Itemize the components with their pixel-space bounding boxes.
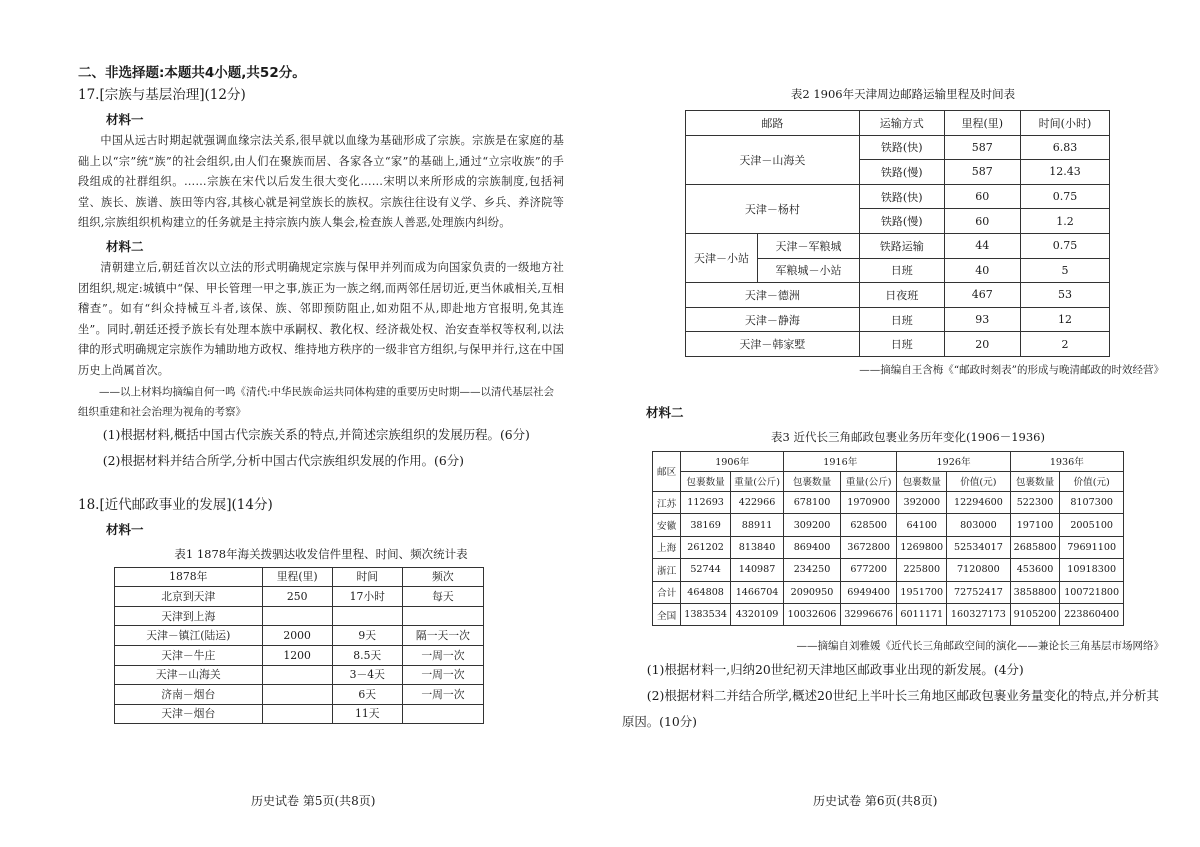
table-cell: 0.75 [1020, 233, 1109, 258]
table-cell: 6.83 [1020, 135, 1109, 160]
table-cell: 全国 [653, 603, 681, 625]
table-cell: 天津－军粮城 [758, 233, 860, 258]
table-cell: 天津－烟台 [115, 704, 263, 724]
table-cell: 铁路运输 [859, 233, 944, 258]
table-header-cell: 邮区 [653, 451, 681, 491]
table-cell: 一周一次 [402, 645, 483, 665]
table-cell: 6949400 [840, 581, 897, 603]
table-header-cell: 包裹数量 [681, 471, 731, 491]
table-row [115, 626, 484, 646]
table-row [653, 536, 1124, 558]
table-cell: 10032606 [784, 603, 841, 625]
table-1-caption: 表1 1878年海关拨驷达收发信件里程、时间、频次统计表 [174, 546, 468, 561]
table-cell: 160327173 [947, 603, 1011, 625]
table-cell: 197100 [1010, 514, 1060, 536]
table-cell: 678100 [784, 491, 841, 513]
table-cell: 223860400 [1060, 603, 1124, 625]
material-source: ——以上材料均摘编自何一鸣《清代:中华民族命运共同体构建的重要历史时期——以清代基层社会组织重建和社会治理为视角的考察》 [78, 385, 555, 418]
table-cell [262, 665, 332, 685]
table-2-source: ——摘编自王含梅《“邮政时刻表”的形成与晚清邮政的时效经营》 [859, 363, 1164, 376]
question-17-1: (1)根据材料,概括中国古代宗族关系的特点,并简述宗族组织的发展历程。(6分) [102, 426, 530, 442]
table-cell: 8.5天 [332, 645, 402, 665]
table-cell: 安徽 [653, 514, 681, 536]
table-cell: 合计 [653, 581, 681, 603]
table-header-cell: 包裹数量 [1010, 471, 1060, 491]
table-cell: 上海 [653, 536, 681, 558]
table-cell: 4320109 [730, 603, 783, 625]
table-cell: 52744 [681, 559, 731, 581]
table-cell: 1200 [262, 645, 332, 665]
table-3 [652, 451, 1124, 626]
table-cell [262, 685, 332, 705]
table-cell [262, 606, 332, 626]
table-cell: 309200 [784, 514, 841, 536]
table-cell: 392000 [897, 491, 947, 513]
table-cell [262, 704, 332, 724]
table-header-cell: 1916年 [784, 451, 897, 471]
table-cell: 天津－韩家墅 [686, 332, 860, 357]
question-18-title: 18.[近代邮政事业的发展](14分) [78, 496, 273, 513]
table-cell: 112693 [681, 491, 731, 513]
table-cell: 江苏 [653, 491, 681, 513]
table-cell: 60 [944, 209, 1020, 234]
table-cell: 日班 [859, 258, 944, 283]
table-cell: 一周一次 [402, 665, 483, 685]
table-cell: 72752417 [947, 581, 1011, 603]
table-row [115, 606, 484, 626]
table-cell: 1466704 [730, 581, 783, 603]
table-cell: 天津－山海关 [686, 135, 860, 184]
table-cell: 93 [944, 307, 1020, 332]
table-cell: 60 [944, 184, 1020, 209]
table-row [686, 135, 1110, 160]
table-cell: 天津到上海 [115, 606, 263, 626]
table-header-cell: 1878年 [115, 567, 263, 587]
material-1-label: 材料一 [106, 112, 144, 127]
table-cell: 587 [944, 160, 1020, 185]
table-cell: 32996676 [840, 603, 897, 625]
table-header-row [653, 451, 1124, 471]
table-cell: 1383534 [681, 603, 731, 625]
table-cell: 铁路(快) [859, 135, 944, 160]
table-cell: 天津－镇江(陆运) [115, 626, 263, 646]
table-cell: 52534017 [947, 536, 1011, 558]
table-header-cell: 价值(元) [947, 471, 1011, 491]
table-row [115, 587, 484, 607]
table-row [115, 685, 484, 705]
table-cell: 40 [944, 258, 1020, 283]
table-cell: 9105200 [1010, 603, 1060, 625]
table-cell: 1951700 [897, 581, 947, 603]
table-cell: 17小时 [332, 587, 402, 607]
table-row [686, 283, 1110, 308]
table-cell: 日班 [859, 307, 944, 332]
table-header-cell: 包裹数量 [784, 471, 841, 491]
question-17-title: 17.[宗族与基层治理](12分) [78, 87, 246, 103]
table-cell: 北京到天津 [115, 587, 263, 607]
table-header-cell: 频次 [402, 567, 483, 587]
table-header-cell: 里程(里) [262, 567, 332, 587]
table-cell: 587 [944, 135, 1020, 160]
table-cell: 140987 [730, 559, 783, 581]
table-cell [402, 704, 483, 724]
material-1-text: 中国从远古时期起就强调血缘宗法关系,很早就以血缘为基础形成了宗族。宗族是在家庭的基础上以“宗”统“族”的社会组织,由人们在聚族而居、各家各立“家”的基础上,通过“立宗收族”的手段组成的社群组织。……宗族在宋代以后发生很大变化……宋明以来所形成的宗族制度,包括祠堂、族长、族谱、族田等内容,其核心就是祠堂族长的族权。宗族往往设有义学、乡兵、养济院等组织,宗族组织机构建立的任务就是主持宗族内族人集会,检查族人善恶,处理族内纠纷。 [78, 134, 564, 230]
table-cell: 9天 [332, 626, 402, 646]
question-18-2: (2)根据材料二并结合所学,概述20世纪上半叶长三角地区邮政包裹业务量变化的特点,并分析其原因。(10分) [622, 688, 1159, 730]
table-cell: 3－4天 [332, 665, 402, 685]
table-row [115, 665, 484, 685]
table-2 [685, 110, 1110, 357]
table-cell: 2685800 [1010, 536, 1060, 558]
table-cell: 250 [262, 587, 332, 607]
table-header-cell: 时间 [332, 567, 402, 587]
table-row [653, 603, 1124, 625]
table-row [115, 645, 484, 665]
table-cell: 7120800 [947, 559, 1011, 581]
table-cell: 3858800 [1010, 581, 1060, 603]
table-cell: 44 [944, 233, 1020, 258]
table-header-cell: 重量(公斤) [840, 471, 897, 491]
table-cell: 64100 [897, 514, 947, 536]
right-page [600, 0, 1200, 847]
table-cell: 济南－烟台 [115, 685, 263, 705]
table-cell: 天津－德洲 [686, 283, 860, 308]
table-cell: 2005100 [1060, 514, 1124, 536]
table-cell: 10918300 [1060, 559, 1124, 581]
table-header-cell: 运输方式 [859, 111, 944, 136]
material-2-label: 材料二 [106, 238, 144, 254]
material-2-text: 清朝建立后,朝廷首次以立法的形式明确规定宗族与保甲并列而成为向国家负责的一级地方社团组织,规定:城镇中“保、甲长管理一甲之事,族正为一族之纲,而两邻任居切近,更当休戚相关,互相稽查”。如有“纠众持械互斗者,该保、族、邻即预防阻止,如劝阻不从,即赴地方官报明,免其连坐”。同时,朝廷还授予族长有处理本族中承嗣权、教化权、经济裁处权、治安查举权等权利,以法律的形式明确规定宗族作为辅助地方政权、维持地方秩序的一级非官方组织,与保甲并行,这在中国历史上尚属首次。 [78, 260, 564, 377]
table-header-cell: 1936年 [1010, 451, 1123, 471]
table-cell: 0.75 [1020, 184, 1109, 209]
table-3-body [653, 491, 1124, 625]
table-cell: 869400 [784, 536, 841, 558]
table-cell: 677200 [840, 559, 897, 581]
table-row [653, 491, 1124, 513]
table-cell: 6011171 [897, 603, 947, 625]
table-cell: 628500 [840, 514, 897, 536]
question-18-1: (1)根据材料一,归纳20世纪初天津地区邮政事业出现的新发展。(4分) [646, 662, 1024, 678]
table-cell: 天津－杨村 [686, 184, 860, 233]
table-cell: 天津－静海 [686, 307, 860, 332]
table-header-row [115, 567, 484, 587]
table-header-cell: 重量(公斤) [730, 471, 783, 491]
table-cell: 8107300 [1060, 491, 1124, 513]
table-row [686, 307, 1110, 332]
table-cell: 一周一次 [402, 685, 483, 705]
table-row [653, 514, 1124, 536]
table-cell: 261202 [681, 536, 731, 558]
table-header-cell: 里程(里) [944, 111, 1020, 136]
table-cell: 1269800 [897, 536, 947, 558]
table-row [686, 184, 1110, 209]
table-cell: 2 [1020, 332, 1109, 357]
q18-material-1-label: 材料一 [106, 521, 144, 537]
table-cell: 88911 [730, 514, 783, 536]
table-cell: 225800 [897, 559, 947, 581]
table-cell: 38169 [681, 514, 731, 536]
table-cell: 1.2 [1020, 209, 1109, 234]
table-header-cell: 1906年 [681, 451, 784, 471]
table-cell: 803000 [947, 514, 1011, 536]
table-cell: 12.43 [1020, 160, 1109, 185]
table-2-caption: 表2 1906年天津周边邮路运输里程及时间表 [790, 87, 1016, 101]
table-cell: 79691100 [1060, 536, 1124, 558]
table-cell: 铁路(慢) [859, 160, 944, 185]
table-cell: 453600 [1010, 559, 1060, 581]
table-cell: 2090950 [784, 581, 841, 603]
table-cell: 5 [1020, 258, 1109, 283]
table-header-cell: 时间(小时) [1020, 111, 1109, 136]
table-cell: 467 [944, 283, 1020, 308]
table-row [653, 559, 1124, 581]
table-header-cell: 包裹数量 [897, 471, 947, 491]
table-cell: 813840 [730, 536, 783, 558]
table-1 [114, 567, 484, 725]
question-17-2: (2)根据材料并结合所学,分析中国古代宗族组织发展的作用。(6分) [102, 452, 464, 468]
page-footer-right: 历史试卷 第6页(共8页) [813, 794, 938, 808]
table-cell: 天津－小站 [686, 233, 758, 282]
table-cell: 6天 [332, 685, 402, 705]
table-cell: 234250 [784, 559, 841, 581]
table-header-row [686, 111, 1110, 136]
table-cell: 464808 [681, 581, 731, 603]
table-cell [402, 606, 483, 626]
table-cell: 53 [1020, 283, 1109, 308]
table-cell: 铁路(慢) [859, 209, 944, 234]
table-cell: 100721800 [1060, 581, 1124, 603]
table-row [686, 332, 1110, 357]
page-footer-left: 历史试卷 第5页(共8页) [251, 794, 376, 808]
table-cell: 天津－山海关 [115, 665, 263, 685]
table-cell: 日夜班 [859, 283, 944, 308]
table-cell: 浙江 [653, 559, 681, 581]
table-cell: 522300 [1010, 491, 1060, 513]
table-cell: 1970900 [840, 491, 897, 513]
table-cell: 2000 [262, 626, 332, 646]
table-cell: 天津－牛庄 [115, 645, 263, 665]
table-cell: 隔一天一次 [402, 626, 483, 646]
table-row [115, 704, 484, 724]
table-cell: 12294600 [947, 491, 1011, 513]
table-cell: 12 [1020, 307, 1109, 332]
section-title: 二、非选择题:本题共4小题,共52分。 [78, 65, 306, 81]
table-row [653, 581, 1124, 603]
table-3-caption: 表3 近代长三角邮政包裹业务历年变化(1906－1936) [771, 429, 1045, 444]
table-cell: 11天 [332, 704, 402, 724]
table-cell [332, 606, 402, 626]
table-cell: 军粮城－小站 [758, 258, 860, 283]
q18-material-2-label: 材料二 [646, 404, 684, 420]
table-cell: 3672800 [840, 536, 897, 558]
table-cell: 每天 [402, 587, 483, 607]
table-3-source: ——摘编自刘雅媛《近代长三角邮政空间的演化——兼论长三角基层市场网络》 [796, 640, 1164, 653]
table-cell: 日班 [859, 332, 944, 357]
table-header-cell: 价值(元) [1060, 471, 1124, 491]
table-cell: 铁路(快) [859, 184, 944, 209]
table-header-cell: 1926年 [897, 451, 1010, 471]
table-row [686, 233, 1110, 258]
table-header-cell: 邮路 [686, 111, 860, 136]
table-subheader-row [653, 471, 1124, 491]
table-cell: 20 [944, 332, 1020, 357]
table-cell: 422966 [730, 491, 783, 513]
